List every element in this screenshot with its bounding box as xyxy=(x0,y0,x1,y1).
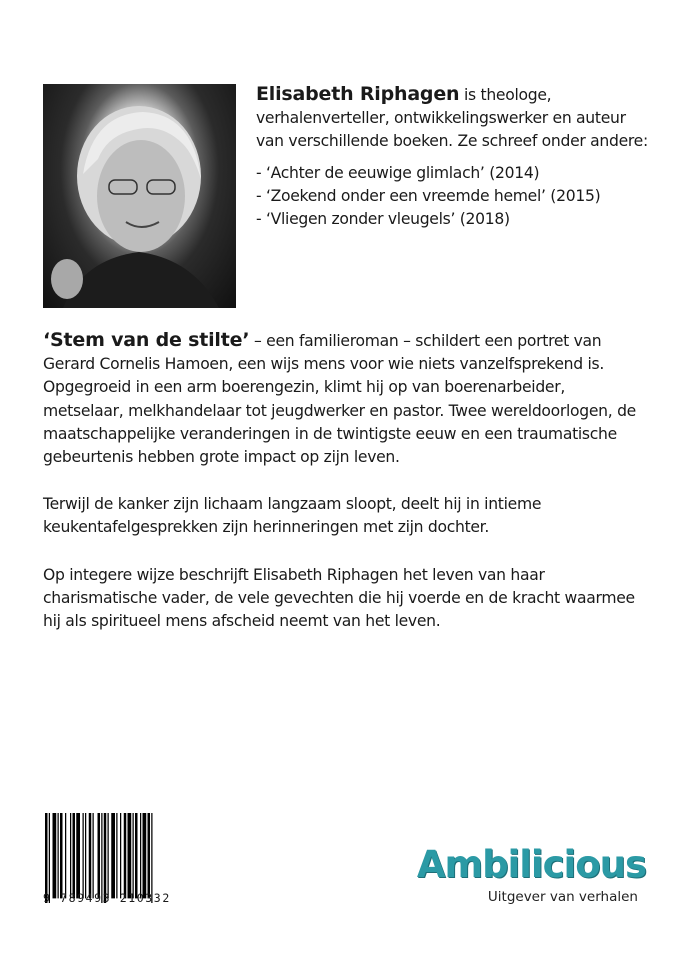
barcode-bar xyxy=(49,813,50,903)
barcode-bar xyxy=(93,813,94,898)
barcode-bar xyxy=(45,813,48,903)
author-bio xyxy=(256,83,656,231)
isbn-number: 9 789493 210332 xyxy=(43,891,171,905)
book-list xyxy=(256,162,656,231)
bio-line: van verschillende boeken. Ze schreef onder andere: xyxy=(256,132,648,150)
book-title: ‘Stem van de stilte’ xyxy=(43,329,250,351)
barcode-bar xyxy=(60,813,63,898)
publisher-name: Ambilicious xyxy=(416,843,646,886)
publisher-tagline: Uitgever van verhalen xyxy=(487,889,638,905)
author-photo xyxy=(43,84,236,308)
book-list-item: - ‘Zoekend onder een vreemde hemel’ (2015) xyxy=(256,187,601,205)
barcode-bar xyxy=(76,813,80,898)
barcode-bar xyxy=(73,813,76,898)
barcode-bar xyxy=(135,813,138,898)
barcode-bar xyxy=(133,813,134,898)
barcode-bar xyxy=(65,813,66,898)
barcode-bar xyxy=(101,813,102,903)
barcode-bar xyxy=(58,813,59,898)
barcode-bar xyxy=(89,813,92,898)
barcode-bar xyxy=(140,813,141,898)
book-blurb xyxy=(43,329,648,657)
barcode-bar xyxy=(143,813,147,898)
barcode-bar xyxy=(83,813,84,898)
barcode-bar xyxy=(98,813,101,898)
book-list-item: - ‘Vliegen zonder vleugels’ (2018) xyxy=(256,210,510,228)
blurb-paragraph xyxy=(43,329,648,469)
barcode-bar xyxy=(104,813,107,903)
barcode-bar xyxy=(151,813,152,903)
barcode-bar xyxy=(124,813,127,898)
bio-first-line xyxy=(256,83,656,107)
publisher-logo xyxy=(386,842,646,906)
bio-line: verhalenverteller, ontwikkelingswerker en auteur xyxy=(256,109,626,127)
author-name: Elisabeth Riphagen xyxy=(256,83,460,105)
barcode-bar xyxy=(70,813,71,898)
barcode-bar xyxy=(111,813,115,898)
barcode-bar xyxy=(128,813,132,898)
blurb-paragraph: Op integere wijze beschrijft Elisabeth Riphagen het leven van haar charismatische vader, de vele gevechten die hij voerde en de kracht waarmee hij als spiritueel mens afscheid neemt van het leven. xyxy=(43,565,635,631)
bio-line: is theologe, xyxy=(459,86,552,104)
barcode-bar xyxy=(148,813,151,898)
blurb-text: – een familieroman – schildert een portret van Gerard Cornelis Hamoen, een wijs mens voor wie niets vanzelfsprekend is. Opgegroeid in een arm boerengezin, klimt hij op van boerenarbeider, metselaar, melkhandelaar tot jeugdwerker en pastor. Twee wereldoorlogen, de maatschappelijke veranderingen in de twintigste eeuw en een traumatische gebeurtenis hebben grote impact op zijn leven. xyxy=(43,332,636,467)
barcode-bar xyxy=(85,813,86,898)
book-list-item: - ‘Achter de eeuwige glimlach’ (2014) xyxy=(256,164,540,182)
barcode-bar xyxy=(53,813,57,898)
author-portrait-image xyxy=(43,84,236,308)
barcode-bar xyxy=(120,813,121,898)
isbn-barcode xyxy=(43,813,203,903)
barcode-bar xyxy=(116,813,117,898)
barcode-bar xyxy=(108,813,109,898)
blurb-paragraph: Terwijl de kanker zijn lichaam langzaam sloopt, deelt hij in intieme keukentafelgesprekken zijn herinneringen met zijn dochter. xyxy=(43,495,542,537)
